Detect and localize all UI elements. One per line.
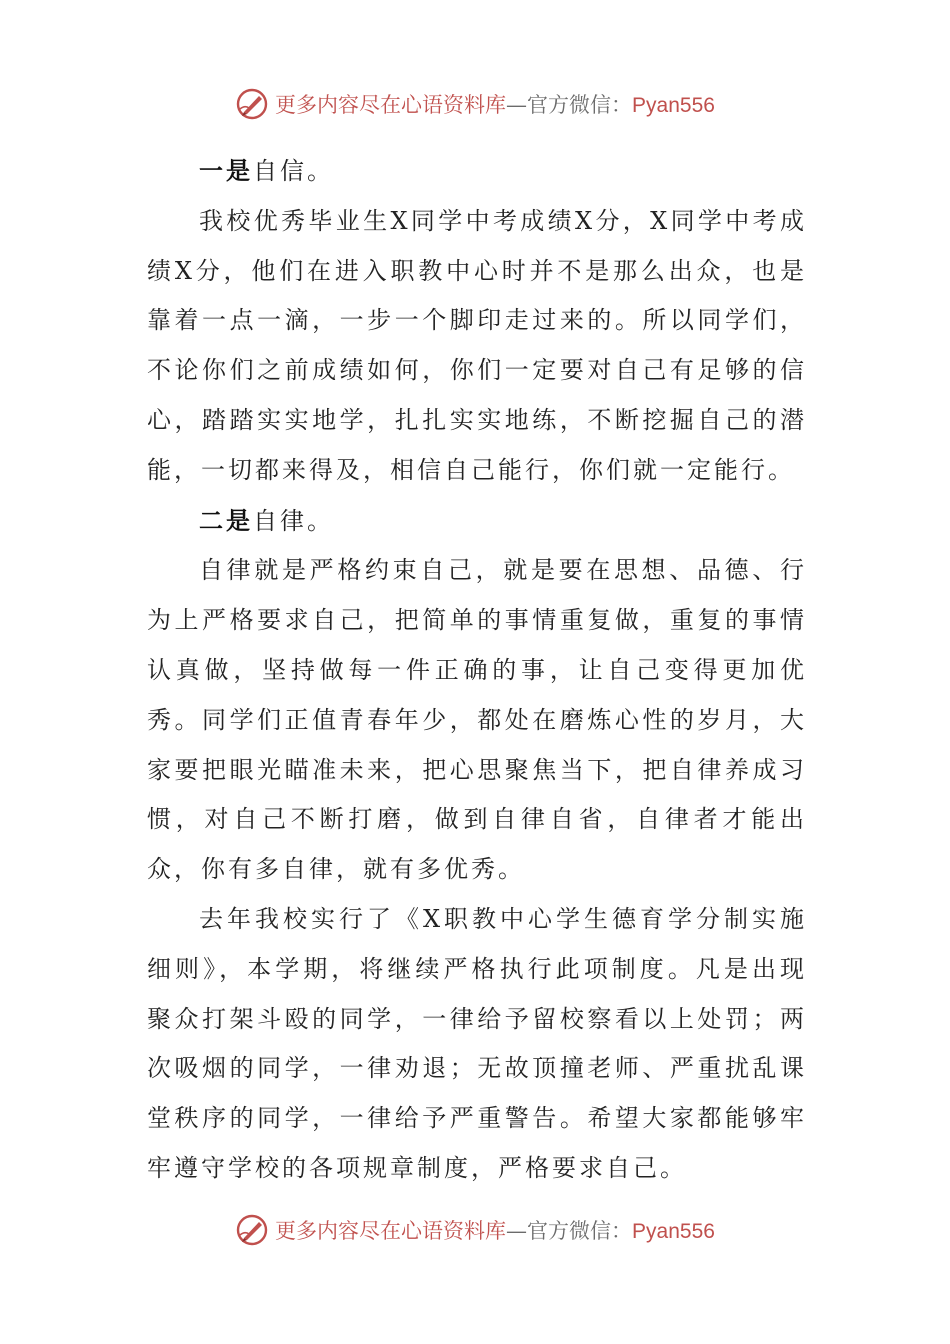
heading-title: 自律。 [253,506,334,535]
footer-banner [0,1210,950,1250]
footer-banner-text [275,1215,715,1245]
header-banner-wechat-label: —官方微信： [506,93,633,117]
paragraph-discipline: 自律就是严格约束自己，就是要在思想、品德、行为上严格要求自己，把简单的事情重复做，重复的事情认真做，坚持做每一件正确的事，让自己变得更加优秀。同学们正值青春年少，都处在磨炼心性的岁月，大家要把眼光瞄准未来，把心思聚焦当下，把自律养成习惯，对自己不断打磨，做到自律自省，自律者才能出众，你有多自律，就有多优秀。 [147,556,807,884]
section-heading-discipline [147,496,807,547]
footer-banner-brand: 更多内容尽在心语资料库 [275,1219,507,1243]
header-banner-wechat-id: Pyan556 [632,94,715,117]
heading-title: 自信。 [253,157,334,185]
heading-ordinal: 一是 [199,156,253,185]
header-banner [0,84,950,124]
pen-logo-icon [235,87,269,121]
paragraph-confidence: 我校优秀毕业生X同学中考成绩X分，X同学中考成绩X分，他们在进入职教中心时并不是那么出众，也是靠着一点一滴，一步一个脚印走过来的。所以同学们，不论你们之前成绩如何，你们一定要对自己有足够的信心，踏踏实实地学，扎扎实实地练，不断挖掘自己的潜能，一切都来得及，相信自己能行，你们就一定能行。 [147,206,807,484]
footer-banner-wechat-label: —官方微信： [506,1219,633,1243]
pen-logo-icon [235,1213,269,1247]
footer-banner-wechat-id: Pyan556 [632,1220,715,1243]
section-heading-confidence [147,146,807,197]
paragraph-rules: 去年我校实行了《X职教中心学生德育学分制实施细则》，本学期，将继续严格执行此项制度。凡是出现聚众打架斗殴的同学，一律给予留校察看以上处罚；两次吸烟的同学，一律劝退；无故顶撞老师、严重扰乱课堂秩序的同学，一律给予严重警告。希望大家都能够牢牢遵守学校的各项规章制度，严格要求自己。 [147,904,807,1182]
header-banner-text [275,89,715,119]
document-body [147,146,807,1194]
header-banner-brand: 更多内容尽在心语资料库 [275,93,507,117]
heading-ordinal: 二是 [199,505,253,535]
